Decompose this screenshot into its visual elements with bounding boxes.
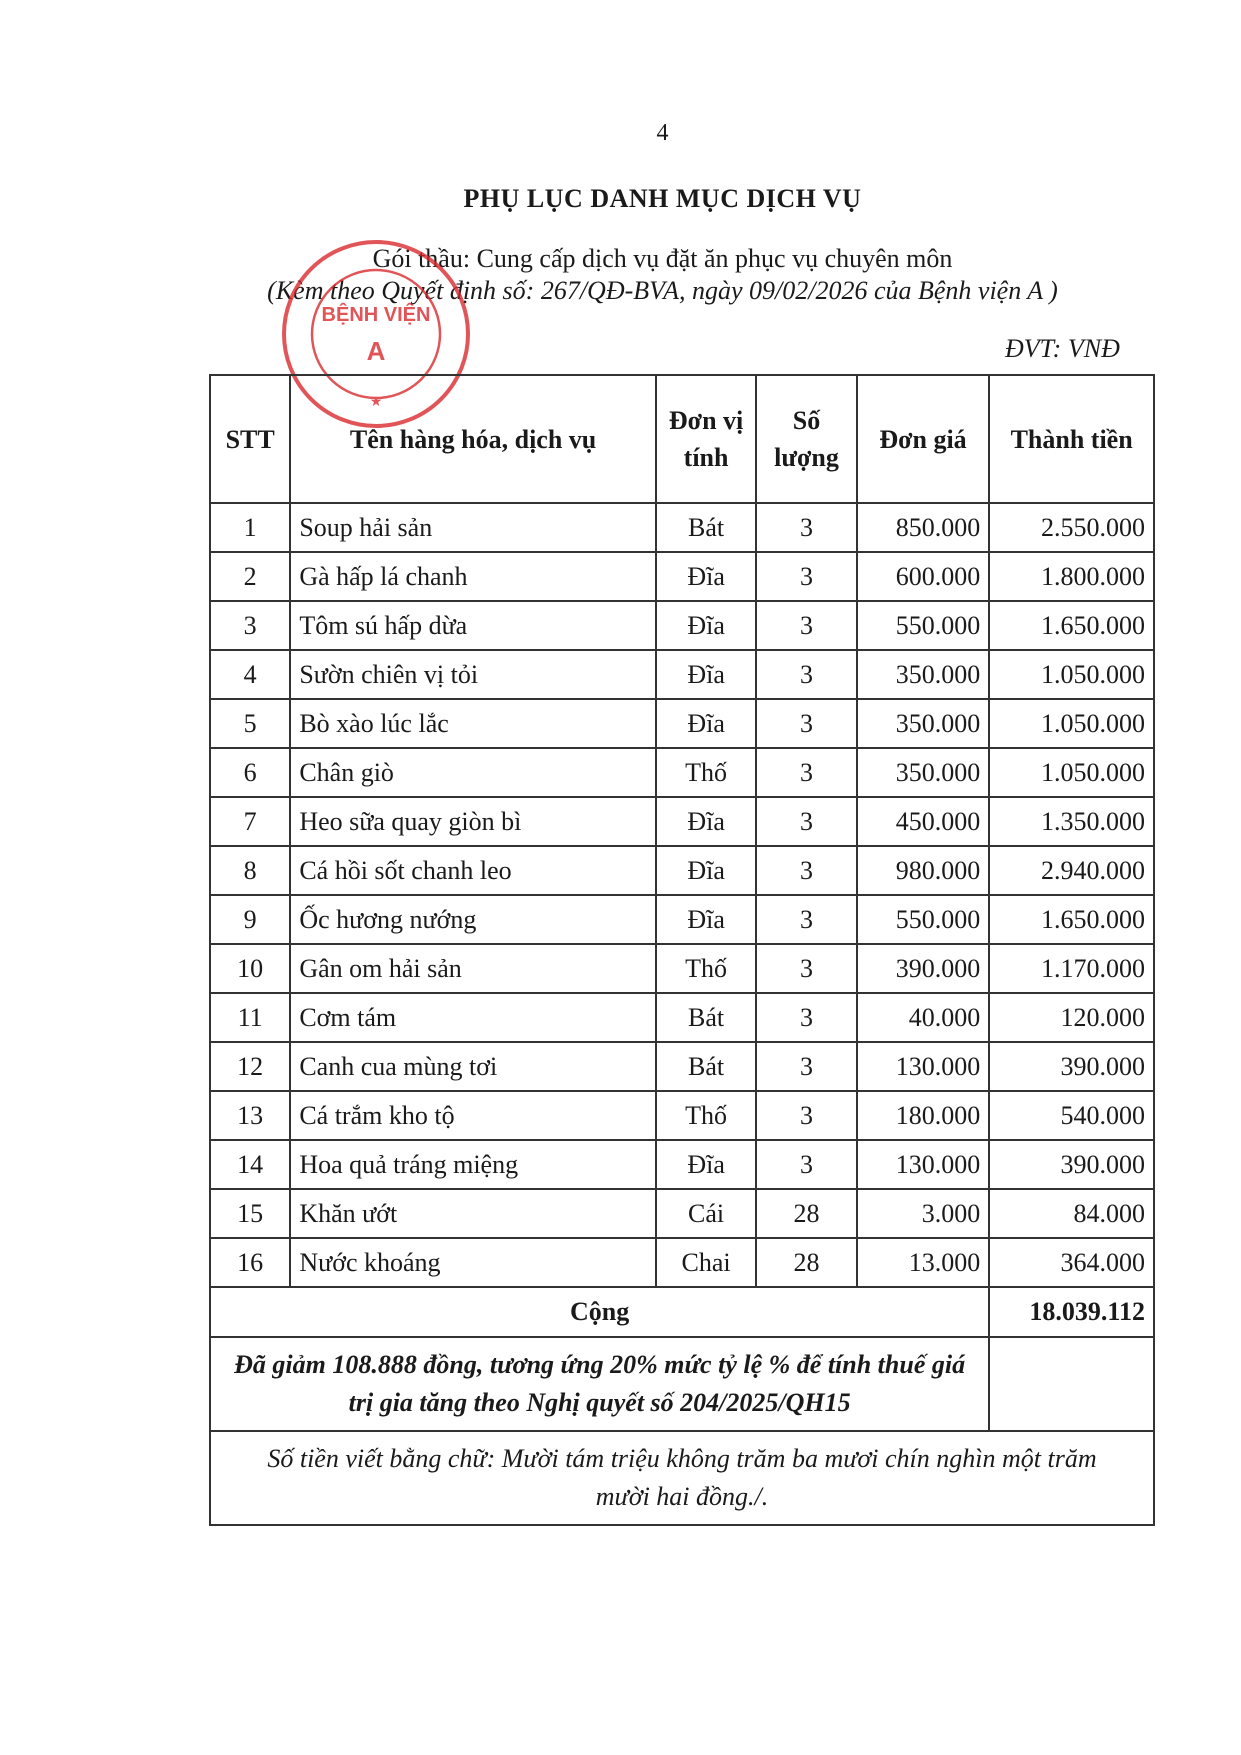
seal-name: BỆNH VIỆN bbox=[321, 304, 431, 326]
cell-quantity: 3 bbox=[756, 748, 856, 797]
cell-unit: Thố bbox=[656, 748, 756, 797]
table-row bbox=[210, 1042, 1154, 1091]
cell-unit-price: 450.000 bbox=[857, 797, 990, 846]
cell-unit-price: 390.000 bbox=[857, 944, 990, 993]
cell-amount: 1.650.000 bbox=[989, 895, 1154, 944]
table-row bbox=[210, 650, 1154, 699]
cell-name: Gân om hải sản bbox=[290, 944, 656, 993]
cell-unit-price: 3.000 bbox=[857, 1189, 990, 1238]
table-row bbox=[210, 1238, 1154, 1287]
cell-quantity: 3 bbox=[756, 846, 856, 895]
cell-unit: Đĩa bbox=[656, 699, 756, 748]
header-unit-price: Đơn giá bbox=[857, 375, 990, 503]
seal-unit: A bbox=[366, 336, 386, 366]
table-row bbox=[210, 993, 1154, 1042]
table-row bbox=[210, 944, 1154, 993]
cell-stt: 5 bbox=[210, 699, 290, 748]
cell-amount: 1.650.000 bbox=[989, 601, 1154, 650]
decision-reference: (Kèm theo Quyết định số: 267/QĐ-BVA, ngày 09/02/2026 của Bệnh viện A ) bbox=[267, 276, 1058, 305]
cell-unit-price: 130.000 bbox=[857, 1140, 990, 1189]
cell-unit: Đĩa bbox=[656, 650, 756, 699]
cell-unit-price: 180.000 bbox=[857, 1091, 990, 1140]
cell-quantity: 3 bbox=[756, 895, 856, 944]
cell-unit: Cái bbox=[656, 1189, 756, 1238]
discount-row bbox=[210, 1337, 1154, 1431]
cell-name: Ốc hương nướng bbox=[290, 895, 656, 944]
cell-quantity: 28 bbox=[756, 1238, 856, 1287]
cell-stt: 13 bbox=[210, 1091, 290, 1140]
cell-quantity: 3 bbox=[756, 699, 856, 748]
cell-name: Cá hồi sốt chanh leo bbox=[290, 846, 656, 895]
header-amount: Thành tiền bbox=[989, 375, 1154, 503]
cell-name: Bò xào lúc lắc bbox=[290, 699, 656, 748]
cell-name: Canh cua mùng tơi bbox=[290, 1042, 656, 1091]
cell-unit: Bát bbox=[656, 1042, 756, 1091]
discount-note: Đã giảm 108.888 đồng, tương ứng 20% mức tỷ lệ % để tính thuế giá trị gia tăng theo Nghị quyết số 204/2025/QH15 bbox=[210, 1337, 989, 1431]
cell-unit-price: 350.000 bbox=[857, 748, 990, 797]
cell-amount: 1.050.000 bbox=[989, 748, 1154, 797]
cell-quantity: 3 bbox=[756, 944, 856, 993]
cell-stt: 7 bbox=[210, 797, 290, 846]
cell-unit-price: 40.000 bbox=[857, 993, 990, 1042]
cell-unit-price: 550.000 bbox=[857, 895, 990, 944]
page-number: 4 bbox=[656, 120, 669, 146]
bid-package-subtitle: Gói thầu: Cung cấp dịch vụ đặt ăn phục vụ chuyên môn bbox=[372, 244, 953, 273]
total-row bbox=[210, 1287, 1154, 1337]
cell-unit-price: 550.000 bbox=[857, 601, 990, 650]
cell-quantity: 3 bbox=[756, 552, 856, 601]
header-unit: Đơn vị tính bbox=[656, 375, 756, 503]
cell-unit: Đĩa bbox=[656, 895, 756, 944]
cell-name: Hoa quả tráng miệng bbox=[290, 1140, 656, 1189]
cell-quantity: 3 bbox=[756, 797, 856, 846]
cell-name: Tôm sú hấp dừa bbox=[290, 601, 656, 650]
cell-stt: 9 bbox=[210, 895, 290, 944]
table-row bbox=[210, 552, 1154, 601]
cell-unit-price: 350.000 bbox=[857, 699, 990, 748]
cell-unit: Đĩa bbox=[656, 846, 756, 895]
table-row bbox=[210, 846, 1154, 895]
cell-unit-price: 130.000 bbox=[857, 1042, 990, 1091]
cell-quantity: 28 bbox=[756, 1189, 856, 1238]
cell-unit: Đĩa bbox=[656, 601, 756, 650]
cell-stt: 15 bbox=[210, 1189, 290, 1238]
cell-quantity: 3 bbox=[756, 1042, 856, 1091]
cell-amount: 84.000 bbox=[989, 1189, 1154, 1238]
cell-unit: Thố bbox=[656, 944, 756, 993]
cell-unit: Đĩa bbox=[656, 1140, 756, 1189]
cell-amount: 1.800.000 bbox=[989, 552, 1154, 601]
cell-unit-price: 980.000 bbox=[857, 846, 990, 895]
service-list-table bbox=[209, 374, 1155, 1526]
table-row bbox=[210, 699, 1154, 748]
cell-unit-price: 850.000 bbox=[857, 503, 990, 552]
cell-stt: 3 bbox=[210, 601, 290, 650]
header-stt: STT bbox=[210, 375, 290, 503]
table-row bbox=[210, 748, 1154, 797]
cell-quantity: 3 bbox=[756, 1091, 856, 1140]
svg-text:★: ★ bbox=[369, 393, 383, 409]
cell-amount: 120.000 bbox=[989, 993, 1154, 1042]
cell-quantity: 3 bbox=[756, 1140, 856, 1189]
currency-unit-note: ĐVT: VNĐ bbox=[1005, 334, 1120, 363]
cell-unit: Thố bbox=[656, 1091, 756, 1140]
cell-name: Sườn chiên vị tỏi bbox=[290, 650, 656, 699]
total-label: Cộng bbox=[210, 1287, 989, 1337]
cell-quantity: 3 bbox=[756, 601, 856, 650]
amount-in-words: Số tiền viết bằng chữ: Mười tám triệu không trăm ba mươi chín nghìn một trăm mười hai đồng./. bbox=[210, 1431, 1154, 1525]
cell-stt: 11 bbox=[210, 993, 290, 1042]
cell-amount: 364.000 bbox=[989, 1238, 1154, 1287]
cell-stt: 14 bbox=[210, 1140, 290, 1189]
cell-name: Heo sữa quay giòn bì bbox=[290, 797, 656, 846]
table-header-row bbox=[210, 375, 1154, 503]
document-title: PHỤ LỤC DANH MỤC DỊCH VỤ bbox=[463, 184, 862, 213]
cell-amount: 1.050.000 bbox=[989, 699, 1154, 748]
table-row bbox=[210, 797, 1154, 846]
cell-name: Cơm tám bbox=[290, 993, 656, 1042]
cell-stt: 10 bbox=[210, 944, 290, 993]
cell-amount: 2.940.000 bbox=[989, 846, 1154, 895]
cell-name: Nước khoáng bbox=[290, 1238, 656, 1287]
cell-unit: Chai bbox=[656, 1238, 756, 1287]
cell-name: Soup hải sản bbox=[290, 503, 656, 552]
cell-quantity: 3 bbox=[756, 993, 856, 1042]
table-row bbox=[210, 503, 1154, 552]
cell-amount: 1.350.000 bbox=[989, 797, 1154, 846]
cell-name: Cá trắm kho tộ bbox=[290, 1091, 656, 1140]
cell-stt: 1 bbox=[210, 503, 290, 552]
cell-name: Chân giò bbox=[290, 748, 656, 797]
cell-amount: 390.000 bbox=[989, 1042, 1154, 1091]
amount-in-words-row bbox=[210, 1431, 1154, 1525]
total-value: 18.039.112 bbox=[989, 1287, 1154, 1337]
cell-unit: Đĩa bbox=[656, 797, 756, 846]
cell-stt: 16 bbox=[210, 1238, 290, 1287]
cell-amount: 1.050.000 bbox=[989, 650, 1154, 699]
cell-quantity: 3 bbox=[756, 650, 856, 699]
cell-quantity: 3 bbox=[756, 503, 856, 552]
header-quantity: Số lượng bbox=[756, 375, 856, 503]
cell-amount: 2.550.000 bbox=[989, 503, 1154, 552]
table-row bbox=[210, 601, 1154, 650]
header-name: Tên hàng hóa, dịch vụ bbox=[290, 375, 656, 503]
cell-stt: 2 bbox=[210, 552, 290, 601]
cell-unit-price: 13.000 bbox=[857, 1238, 990, 1287]
cell-stt: 4 bbox=[210, 650, 290, 699]
cell-stt: 12 bbox=[210, 1042, 290, 1091]
table-row bbox=[210, 895, 1154, 944]
cell-unit-price: 350.000 bbox=[857, 650, 990, 699]
cell-amount: 1.170.000 bbox=[989, 944, 1154, 993]
table-row bbox=[210, 1140, 1154, 1189]
cell-name: Khăn ướt bbox=[290, 1189, 656, 1238]
table-row bbox=[210, 1091, 1154, 1140]
cell-unit: Bát bbox=[656, 993, 756, 1042]
cell-stt: 6 bbox=[210, 748, 290, 797]
discount-empty-cell bbox=[989, 1337, 1154, 1431]
cell-unit: Bát bbox=[656, 503, 756, 552]
cell-unit: Đĩa bbox=[656, 552, 756, 601]
cell-unit-price: 600.000 bbox=[857, 552, 990, 601]
cell-amount: 540.000 bbox=[989, 1091, 1154, 1140]
cell-stt: 8 bbox=[210, 846, 290, 895]
cell-amount: 390.000 bbox=[989, 1140, 1154, 1189]
table-row bbox=[210, 1189, 1154, 1238]
cell-name: Gà hấp lá chanh bbox=[290, 552, 656, 601]
